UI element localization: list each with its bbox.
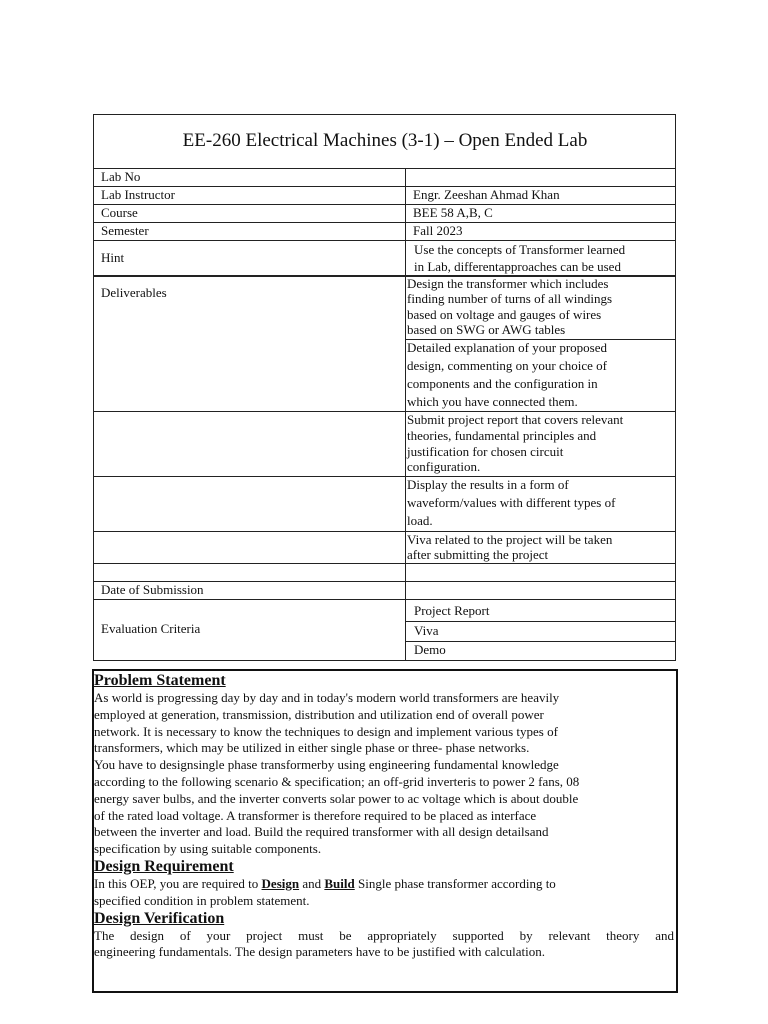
problem-statement-line: of the rated load voltage. A transformer is therefore required to be placed as interface bbox=[94, 807, 537, 823]
problem-statement-line: according to the following scenario & specification; an off-grid inverteris to power 2 fans, 08 bbox=[94, 773, 580, 789]
design-requirement-line: In this OEP, you are required to Design and Build Single phase transformer according to bbox=[94, 875, 556, 891]
problem-statement-line: energy saver bulbs, and the inverter converts solar power to ac voltage which is about double bbox=[94, 790, 579, 806]
evaluation-item: Viva bbox=[414, 623, 439, 638]
build-keyword: Build bbox=[324, 875, 355, 891]
design-requirement-line: specified condition in problem statement. bbox=[94, 892, 310, 908]
evaluation-criteria-label: Evaluation Criteria bbox=[101, 621, 201, 636]
deliverable-item-line: which you have connected them. bbox=[407, 394, 578, 409]
problem-statement-content bbox=[94, 672, 674, 961]
deliverable-item-line: finding number of turns of all windings bbox=[407, 291, 613, 306]
design-verification-heading: Design Verification bbox=[94, 909, 225, 927]
problem-statement-line: As world is progressing day by day and in today's modern world transformers are heavily bbox=[94, 690, 560, 705]
table-border-bottom bbox=[93, 660, 676, 661]
deliverable-item-line: after submitting the project bbox=[407, 547, 549, 562]
page-title: EE-260 Electrical Machines (3-1) – Open Ended Lab bbox=[182, 130, 588, 151]
deliverable-item-line: justification for chosen circuit bbox=[407, 444, 564, 459]
lab-instructor-label: Lab Instructor bbox=[101, 187, 176, 202]
design-verification-line: engineering fundamentals. The design parameters have to be justified with calculation. bbox=[94, 944, 546, 960]
problem-statement-line: network. It is necessary to know the techniques to design and implement various types of bbox=[94, 723, 558, 739]
course-label: Course bbox=[101, 205, 138, 220]
deliverables-label: Deliverables bbox=[101, 285, 167, 300]
table-border-left bbox=[93, 114, 94, 661]
design-requirement-heading: Design Requirement bbox=[94, 857, 234, 875]
hint-line: in Lab, differentapproaches can be used bbox=[414, 259, 621, 274]
deliverable-item-line: configuration. bbox=[407, 459, 481, 474]
table-border-right bbox=[675, 114, 676, 661]
deliverable-item-line: based on voltage and gauges of wires bbox=[407, 307, 602, 322]
problem-statement-line: You have to designsingle phase transformerby using engineering fundamental knowledge bbox=[94, 757, 559, 773]
semester-label: Semester bbox=[101, 223, 149, 238]
evaluation-item: Project Report bbox=[414, 603, 490, 618]
evaluation-item: Demo bbox=[414, 642, 446, 657]
deliverable-item-line: waveform/values with different types of bbox=[407, 495, 616, 510]
deliverable-item-line: Submit project report that covers relevant bbox=[407, 412, 624, 427]
lab-instructor-value: Engr. Zeeshan Ahmad Khan bbox=[413, 187, 560, 202]
problem-statement-line: specification by using suitable components. bbox=[94, 841, 322, 857]
design-verification-line: The design of your project must be appropriately supported by relevant theory and bbox=[94, 927, 674, 943]
deliverable-item-line: Viva related to the project will be taken bbox=[407, 532, 613, 547]
deliverable-item-line: based on SWG or AWG tables bbox=[407, 322, 566, 337]
design-keyword: Design bbox=[261, 875, 300, 891]
problem-statement-line: transformers, which may be utilized in either single phase or three- phase networks. bbox=[94, 740, 530, 756]
problem-statement-line: employed at generation, transmission, distribution and utilization end of overall power bbox=[94, 706, 544, 722]
deliverable-item-line: Design the transformer which includes bbox=[407, 276, 609, 291]
date-of-submission-label: Date of Submission bbox=[101, 582, 204, 597]
deliverable-item-line: theories, fundamental principles and bbox=[407, 428, 597, 443]
course-value: BEE 58 A,B, C bbox=[413, 205, 493, 220]
problem-statement-heading: Problem Statement bbox=[94, 672, 226, 689]
deliverable-item-line: components and the configuration in bbox=[407, 376, 598, 391]
semester-value: Fall 2023 bbox=[413, 223, 463, 238]
lab-no-label: Lab No bbox=[101, 169, 141, 184]
deliverable-item-line: load. bbox=[407, 513, 433, 528]
deliverable-item-line: design, commenting on your choice of bbox=[407, 358, 608, 373]
hint-label: Hint bbox=[101, 250, 125, 265]
deliverable-item-line: Detailed explanation of your proposed bbox=[407, 340, 607, 355]
table-border-top bbox=[93, 114, 676, 115]
deliverable-item-line: Display the results in a form of bbox=[407, 477, 569, 492]
table-column-divider bbox=[405, 168, 406, 660]
problem-statement-line: between the inverter and load. Build the required transformer with all design detailsand bbox=[94, 824, 549, 840]
hint-line: Use the concepts of Transformer learned bbox=[414, 242, 626, 257]
